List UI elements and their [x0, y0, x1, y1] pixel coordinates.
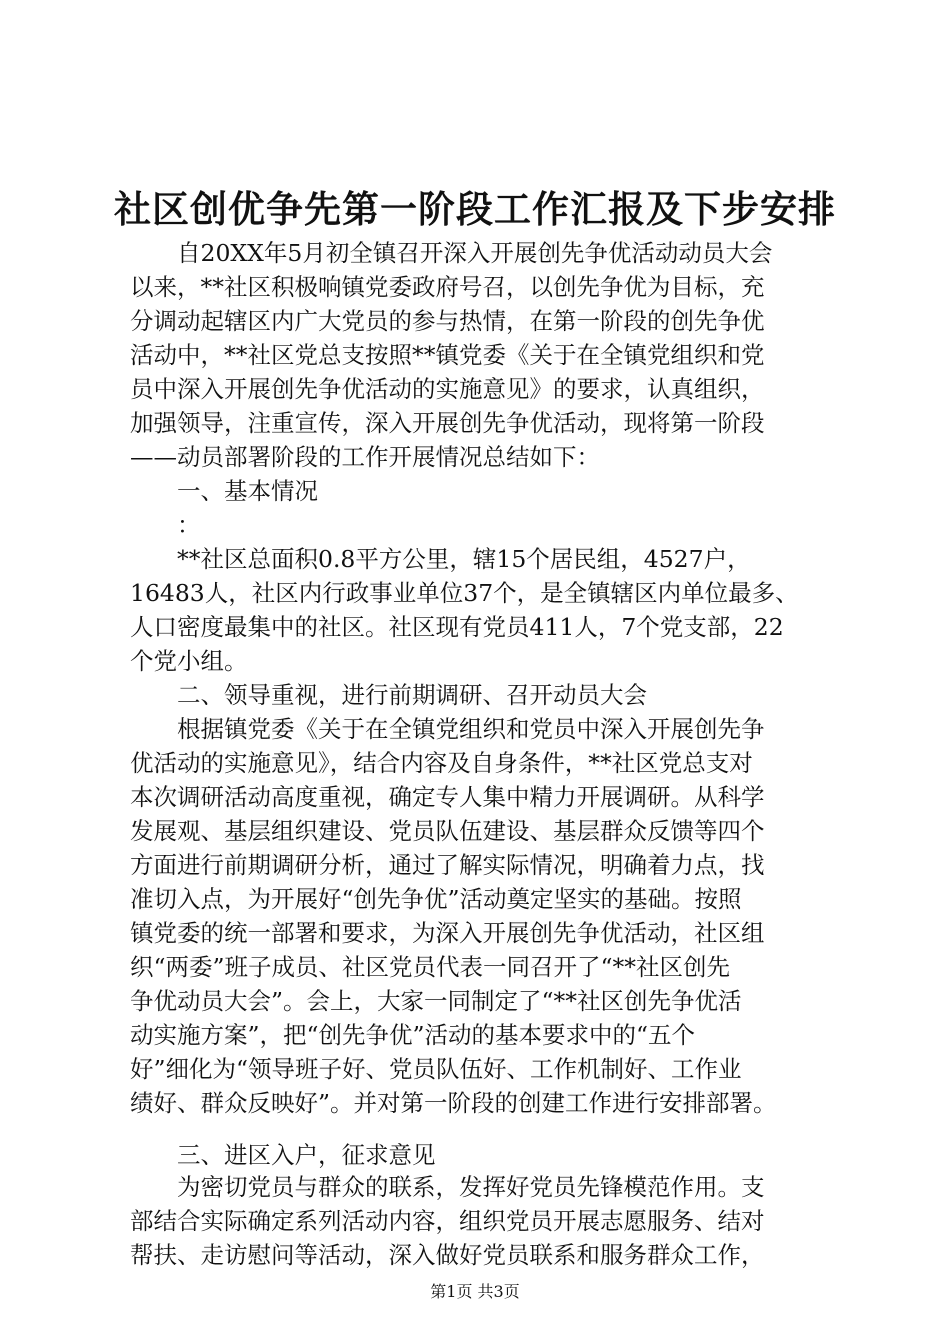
body-line: 以来，**社区积极响镇党委政府号召，以创先争优为目标，充 [130, 273, 765, 301]
section-heading-3: 三、进区入户，征求意见 [130, 1141, 436, 1169]
body-line: 发展观、基层组织建设、党员队伍建设、基层群众反馈等四个 [130, 817, 765, 845]
body-line: 绩好、群众反映好”。并对第一阶段的创建工作进行安排部署。 [130, 1089, 777, 1117]
body-line: ： [130, 511, 201, 539]
page-footer: 第1页 共3页 [430, 1282, 520, 1301]
body-line: 活动中，**社区党总支按照**镇党委《关于在全镇党组织和党 [130, 341, 765, 369]
body-line: 帮扶、走访慰问等活动，深入做好党员联系和服务群众工作， [130, 1241, 765, 1269]
body-line: 加强领导，注重宣传，深入开展创先争优活动，现将第一阶段 [130, 409, 765, 437]
body-line: 16483人，社区内行政事业单位37个，是全镇辖区内单位最多、 [130, 579, 799, 607]
body-line: 好”细化为“领导班子好、党员队伍好、工作机制好、工作业 [130, 1055, 742, 1083]
body-line: 镇党委的统一部署和要求，为深入开展创先争优活动，社区组 [130, 919, 765, 947]
section-heading-2: 二、领导重视，进行前期调研、召开动员大会 [130, 681, 647, 709]
body-line: **社区总面积0.8平方公里，辖15个居民组，4527户， [130, 545, 751, 573]
body-line: ——动员部署阶段的工作开展情况总结如下： [130, 443, 600, 471]
body-line: 员中深入开展创先争优活动的实施意见》的要求，认真组织， [130, 375, 765, 403]
body-line: 分调动起辖区内广大党员的参与热情，在第一阶段的创先争优 [130, 307, 765, 335]
body-line: 准切入点，为开展好“创先争优”活动奠定坚实的基础。按照 [130, 885, 742, 913]
body-line: 自20XX年5月初全镇召开深入开展创先争优活动动员大会 [130, 239, 773, 267]
body-line: 争优动员大会”。会上，大家一同制定了“**社区创先争优活 [130, 987, 742, 1015]
body-line: 个党小组。 [130, 647, 248, 675]
body-line: 优活动的实施意见》，结合内容及自身条件，**社区党总支对 [130, 749, 753, 777]
body-line: 动实施方案”，把“创先争优”活动的基本要求中的“五个 [130, 1021, 696, 1049]
body-line: 方面进行前期调研分析，通过了解实际情况，明确着力点，找 [130, 851, 765, 879]
body-line: 根据镇党委《关于在全镇党组织和党员中深入开展创先争 [130, 715, 765, 743]
section-heading-1: 一、基本情况 [130, 477, 318, 505]
body-line: 为密切党员与群众的联系，发挥好党员先锋模范作用。支 [130, 1173, 765, 1201]
document-title: 社区创优争先第一阶段工作汇报及下步安排 [114, 187, 836, 231]
body-line: 本次调研活动高度重视，确定专人集中精力开展调研。从科学 [130, 783, 765, 811]
body-line: 织“两委”班子成员、社区党员代表一同召开了“**社区创先 [130, 953, 731, 981]
body-line: 人口密度最集中的社区。社区现有党员411人，7个党支部，22 [130, 613, 784, 641]
body-line: 部结合实际确定系列活动内容，组织党员开展志愿服务、结对 [130, 1207, 765, 1235]
